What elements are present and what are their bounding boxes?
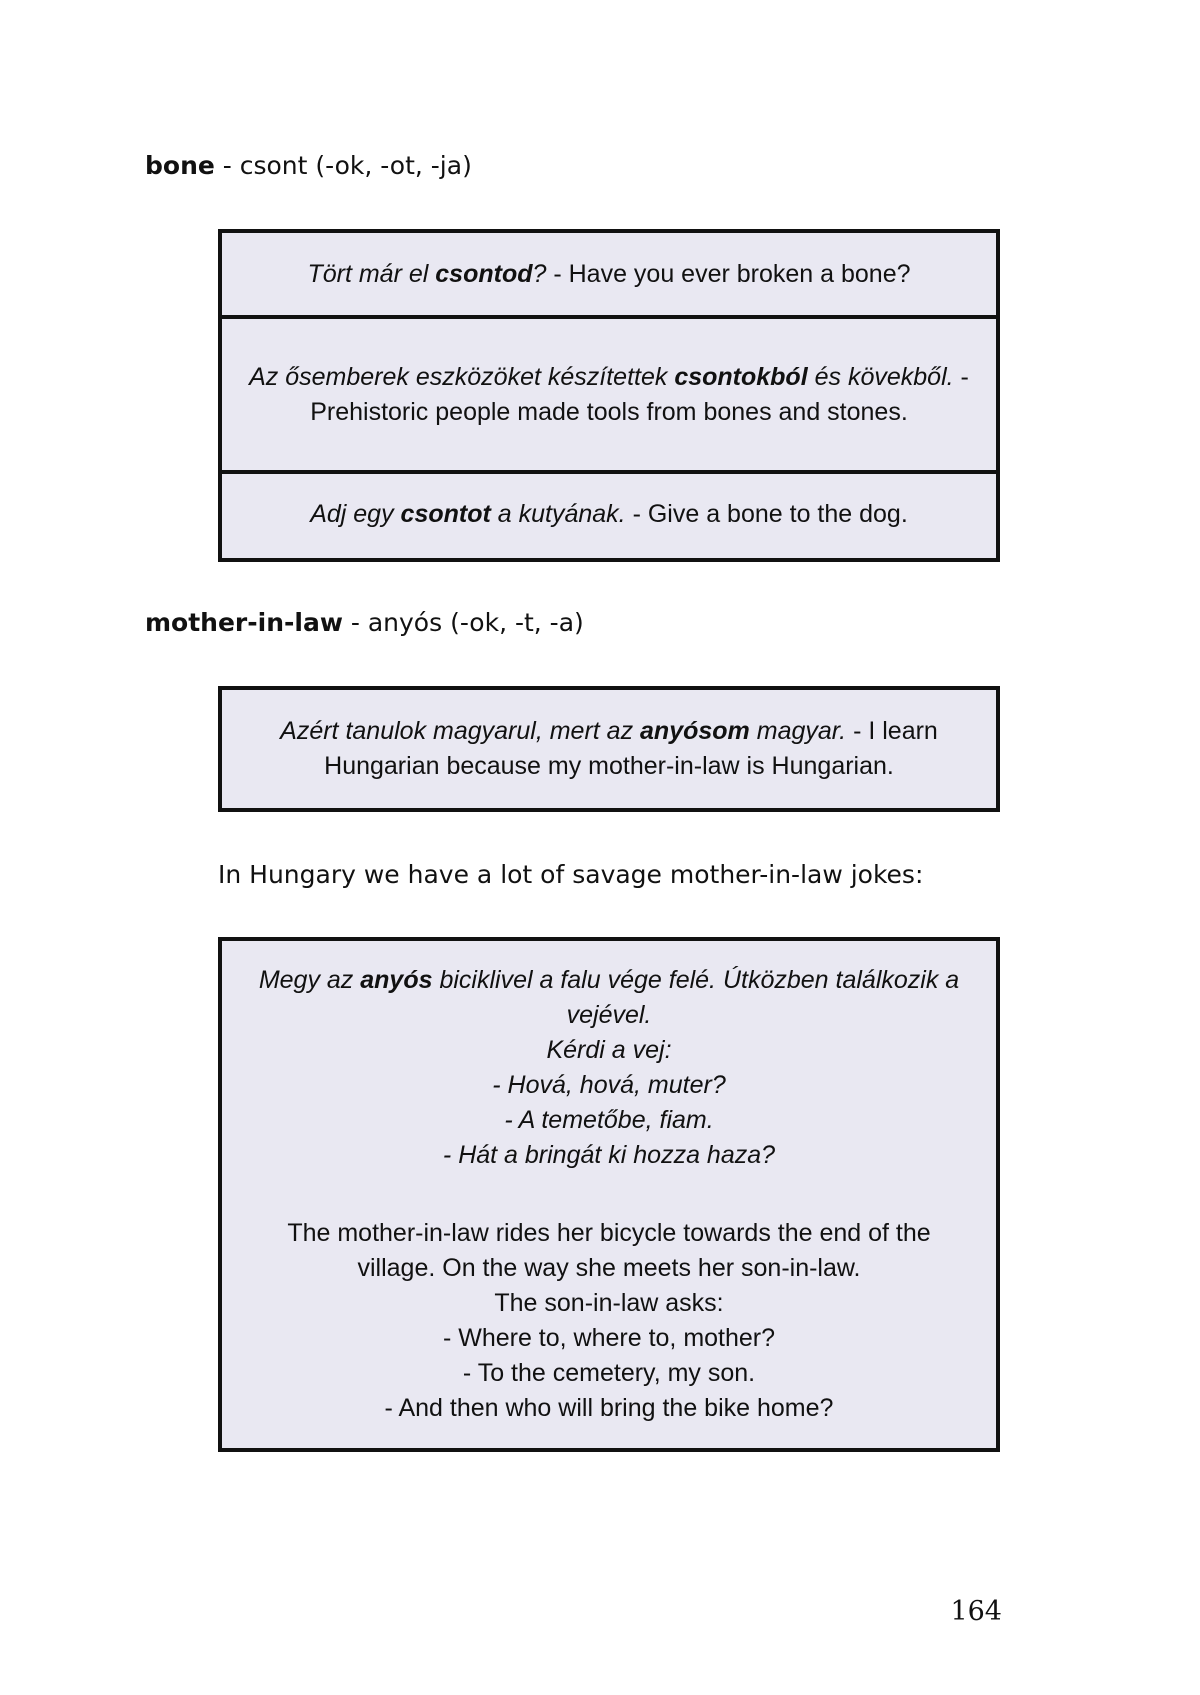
- example-english: - Give a bone to the dog.: [625, 499, 908, 528]
- example-row: [222, 233, 996, 315]
- joke-hungarian-line: - Hát a bringát ki hozza haza?: [442, 1141, 776, 1169]
- entry-heading-bone: [145, 150, 472, 182]
- example-sentence: [246, 497, 972, 532]
- joke-hungarian-line: Kérdi a vej:: [546, 1036, 672, 1064]
- example-hungarian-text: Azért tanulok magyarul, mert az: [280, 717, 641, 745]
- example-hungarian-text: a kutyának.: [490, 499, 626, 528]
- example-english: - I learn Hungarian because my mother-in-law is Hungarian.: [324, 717, 938, 780]
- joke-english-line: - And then who will bring the bike home?: [384, 1394, 834, 1422]
- example-keyword: csontokból: [674, 362, 808, 391]
- joke-hungarian-opening: [259, 966, 959, 1029]
- example-table-mother-in-law: [218, 686, 1000, 812]
- example-row: [222, 470, 996, 554]
- entry-forms: - csont (-ok, -ot, -ja): [214, 151, 472, 180]
- example-hungarian-text: ?: [532, 259, 547, 288]
- example-hungarian: [310, 500, 625, 528]
- joke-intro: In Hungary we have a lot of savage mother-in-law jokes:: [218, 860, 924, 889]
- entry-forms: - anyós (-ok, -t, -a): [342, 608, 584, 637]
- joke-hungarian-line: - A temetőbe, fiam.: [504, 1106, 714, 1134]
- joke-content: [222, 941, 996, 1448]
- example-keyword: csontot: [400, 499, 491, 528]
- joke-hungarian-line: - Hová, hová, muter?: [492, 1071, 726, 1099]
- example-table-bone: [218, 229, 1000, 562]
- joke-hungarian: [250, 963, 968, 1173]
- joke-hungarian-text: Megy az: [258, 966, 361, 994]
- example-sentence: [246, 360, 972, 430]
- entry-term: bone: [145, 151, 215, 180]
- example-hungarian-text: Tört már el: [307, 259, 436, 288]
- example-hungarian: [307, 260, 546, 288]
- example-hungarian-text: Adj egy: [310, 499, 401, 528]
- example-keyword: anyósom: [640, 717, 750, 745]
- example-english: - Prehistoric people made tools from bones and stones.: [310, 362, 969, 426]
- joke-hungarian-text: biciklivel a falu vége felé. Útközben találkozik a vejével.: [432, 966, 960, 1029]
- joke-table: [218, 937, 1000, 1452]
- joke-english-line: The son-in-law asks:: [494, 1289, 724, 1317]
- joke-english-opening: The mother-in-law rides her bicycle towards the end of the village. On the way she meets her son-in-law.: [287, 1219, 931, 1282]
- example-hungarian-text: Az ősemberek eszközöket készítettek: [249, 362, 675, 391]
- entry-heading-mother-in-law: [145, 607, 584, 639]
- example-keyword: csontod: [435, 259, 533, 288]
- joke-english-line: - To the cemetery, my son.: [462, 1359, 756, 1387]
- entry-term: mother-in-law: [145, 608, 343, 637]
- example-hungarian-text: és kövekből.: [807, 362, 954, 391]
- example-hungarian-text: magyar.: [749, 717, 847, 745]
- joke-spacer: [250, 1173, 968, 1216]
- example-sentence: [246, 257, 972, 292]
- example-sentence: [246, 714, 972, 784]
- example-row: [222, 315, 996, 470]
- example-hungarian: [280, 717, 846, 745]
- page-number: 164: [950, 1596, 1002, 1627]
- example-english: - Have you ever broken a bone?: [546, 259, 911, 288]
- joke-english: [250, 1216, 968, 1426]
- example-hungarian: [249, 363, 953, 391]
- joke-keyword: anyós: [360, 966, 433, 994]
- example-row: [222, 690, 996, 808]
- joke-english-line: - Where to, where to, mother?: [442, 1324, 776, 1352]
